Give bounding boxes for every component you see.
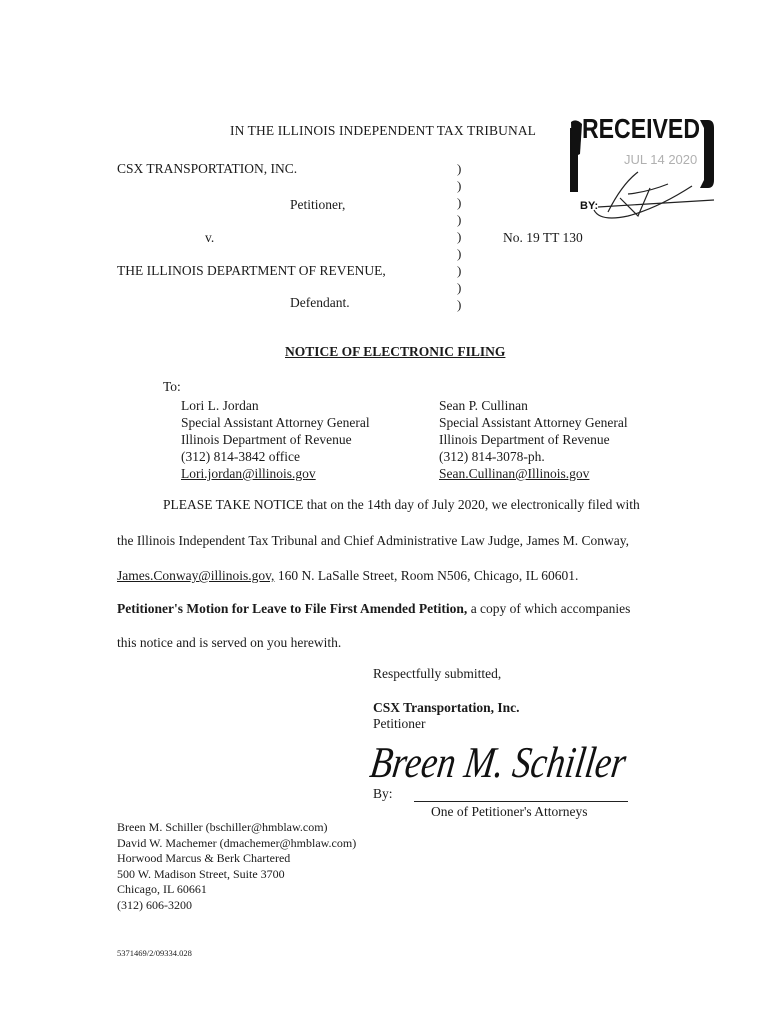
signature-line	[414, 801, 628, 802]
notice-body-line	[117, 568, 578, 584]
defendant-role: Defendant.	[290, 295, 350, 310]
case-number: No. 19 TT 130	[503, 230, 583, 245]
caption-paren: )	[457, 280, 462, 295]
court-address: 160 N. LaSalle Street, Room N506, Chicago, IL 60601.	[274, 568, 579, 583]
received-word: RECEIVED	[582, 113, 700, 144]
caption-paren: )	[457, 263, 462, 278]
recipient-name: Sean P. Cullinan	[439, 398, 528, 413]
closing-text: Respectfully submitted,	[373, 666, 502, 681]
notice-body-line: PLEASE TAKE NOTICE that on the 14th day of July 2020, we electronically filed with	[163, 497, 640, 512]
recipient-title: Special Assistant Attorney General	[181, 415, 370, 430]
petitioner-role: Petitioner,	[290, 197, 346, 212]
signer-company: CSX Transportation, Inc.	[373, 700, 520, 715]
caption-paren: )	[457, 246, 462, 261]
recipient-agency: Illinois Department of Revenue	[181, 432, 352, 447]
counsel-line: Chicago, IL 60661	[117, 882, 207, 896]
stamp-by-label: BY:	[580, 200, 599, 212]
court-heading: IN THE ILLINOIS INDEPENDENT TAX TRIBUNAL	[230, 123, 537, 138]
judge-email-link[interactable]: James.Conway@illinois.gov,	[117, 568, 275, 583]
recipient-name: Lori L. Jordan	[181, 398, 259, 413]
recipient-phone: (312) 814-3078-ph.	[439, 449, 545, 464]
recipient-phone: (312) 814-3842 office	[181, 449, 300, 464]
counsel-line: Horwood Marcus & Berk Chartered	[117, 851, 291, 865]
counsel-line: (312) 606-3200	[117, 897, 192, 912]
document-id: 5371469/2/09334.028	[117, 948, 192, 958]
caption-paren: )	[457, 212, 462, 227]
recipient-agency: Illinois Department of Revenue	[439, 432, 610, 447]
petitioner-name: CSX TRANSPORTATION, INC.	[117, 161, 298, 176]
notice-title: NOTICE OF ELECTRONIC FILING	[285, 344, 506, 359]
received-stamp-graphic	[568, 114, 718, 214]
caption-paren: )	[457, 229, 462, 244]
recipient-email-link[interactable]: Lori.jordan@illinois.gov	[181, 466, 316, 481]
received-stamp	[568, 114, 718, 214]
counsel-block	[117, 820, 356, 913]
recipient-block	[439, 397, 628, 482]
handwritten-signature	[367, 725, 684, 795]
recipient-block	[181, 397, 370, 482]
recipient-title: Special Assistant Attorney General	[439, 415, 628, 430]
to-label: To:	[163, 379, 181, 394]
notice-body-line: the Illinois Independent Tax Tribunal and Chief Administrative Law Judge, James M. Conway,	[117, 533, 629, 548]
motion-title: Petitioner's Motion for Leave to File First Amended Petition,	[117, 601, 468, 616]
attorney-caption: One of Petitioner's Attorneys	[431, 804, 588, 819]
notice-body-line	[117, 601, 630, 617]
defendant-name: THE ILLINOIS DEPARTMENT OF REVENUE,	[117, 263, 386, 278]
by-label: By:	[373, 786, 393, 801]
stamp-date: JUL 14 2020	[624, 152, 698, 167]
signature-text: Breen M. Schiller	[367, 738, 684, 787]
counsel-line: Breen M. Schiller (bschiller@hmblaw.com)	[117, 820, 328, 834]
caption-paren: )	[457, 161, 462, 176]
counsel-line: 500 W. Madison Street, Suite 3700	[117, 866, 285, 881]
caption-paren: )	[457, 178, 462, 193]
counsel-line: David W. Machemer (dmachemer@hmblaw.com)	[117, 835, 357, 850]
notice-body-text: a copy of which accompanies	[467, 601, 631, 616]
recipient-email-link[interactable]: Sean.Cullinan@Illinois.gov	[439, 466, 590, 481]
caption-paren: )	[457, 195, 462, 210]
notice-body-line: this notice and is served on you herewith.	[117, 635, 342, 650]
signer-role: Petitioner	[373, 716, 426, 731]
caption-paren: )	[457, 297, 462, 312]
versus-label: v.	[205, 230, 215, 245]
